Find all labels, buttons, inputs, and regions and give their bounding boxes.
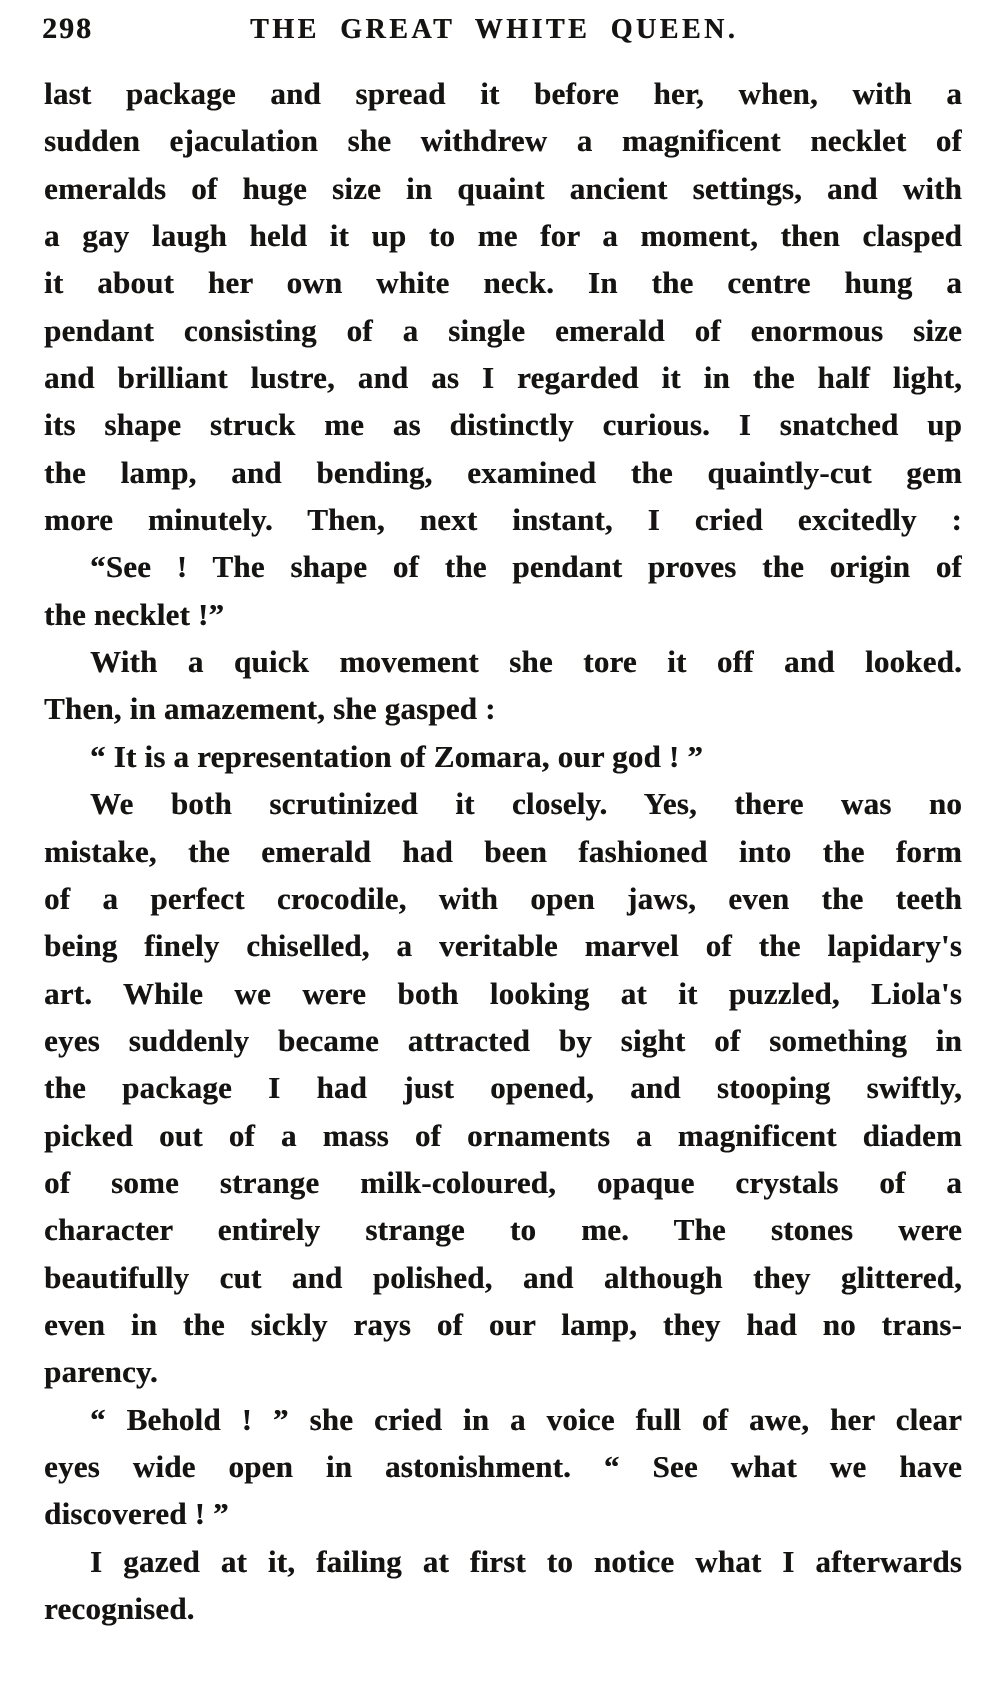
text-line: sudden ejaculation she withdrew a magnificent necklet of [44,123,962,159]
text-line: eyes wide open in astonishment. “ See what we have [44,1448,962,1484]
text-line: a gay laugh held it up to me for a moment, then clasped [44,218,962,254]
text-line: With a quick movement she tore it off and looked. [90,644,962,680]
text-line: We both scrutinized it closely. Yes, there was no [90,786,962,822]
text-line: and brilliant lustre, and as I regarded it in the half light, [44,360,962,396]
text-line: I gazed at it, failing at first to notice what I afterwards [90,1543,962,1579]
text-line: pendant consisting of a single emerald of enormous size [44,312,962,348]
text-line: “ It is a representation of Zomara, our god ! ” [90,738,704,774]
text-line: it about her own white neck. In the centre hung a [44,265,962,301]
text-line: character entirely strange to me. The stones were [44,1212,962,1248]
text-line: eyes suddenly became attracted by sight of something in [44,1022,962,1058]
page-number: 298 [42,12,93,45]
text-line: being finely chiselled, a veritable marvel of the lapidary's [44,928,962,964]
text-line: parency. [44,1354,158,1390]
running-header [0,0,1000,60]
text-line: even in the sickly rays of our lamp, they had no trans- [44,1306,962,1342]
text-line: “ Behold ! ” she cried in a voice full of awe, her clear [90,1401,962,1437]
text-line: beautifully cut and polished, and although they glittered, [44,1259,962,1295]
text-line: the package I had just opened, and stooping swiftly, [44,1070,962,1106]
text-line: mistake, the emerald had been fashioned into the form [44,833,962,869]
text-line: art. While we were both looking at it puzzled, Liola's [44,975,962,1011]
text-line: emeralds of huge size in quaint ancient settings, and with [44,170,962,206]
text-line: of some strange milk-coloured, opaque crystals of a [44,1164,962,1200]
text-line: last package and spread it before her, when, with a [44,76,962,111]
text-line: the necklet !” [44,596,225,632]
text-line: recognised. [44,1591,195,1626]
text-line: picked out of a mass of ornaments a magnificent diadem [44,1117,962,1153]
text-line: of a perfect crocodile, with open jaws, even the teeth [44,880,962,916]
text-line: more minutely. Then, next instant, I cried excitedly : [44,502,962,538]
page-text [44,70,962,1632]
header-title: THE GREAT WHITE QUEEN. [250,14,739,45]
text-line: “See ! The shape of the pendant proves the origin of [90,549,962,585]
text-line: the lamp, and bending, examined the quaintly-cut gem [44,454,962,490]
text-line: Then, in amazement, she gasped : [44,691,496,727]
text-line: discovered ! ” [44,1496,229,1532]
text-line: its shape struck me as distinctly curious. I snatched up [44,407,962,443]
